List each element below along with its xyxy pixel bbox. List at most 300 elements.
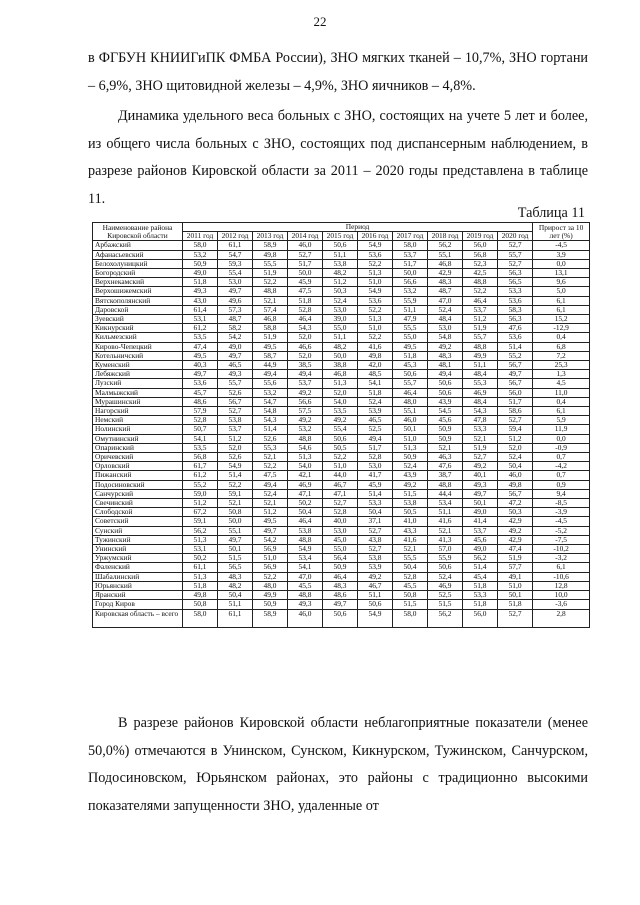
growth-cell: -7,5	[533, 535, 590, 544]
table-row	[93, 388, 590, 397]
value-cell: 51,2	[323, 278, 358, 287]
table-row	[93, 305, 590, 314]
value-cell: 51,2	[183, 499, 218, 508]
value-cell: 56,2	[428, 241, 463, 250]
value-cell: 52,2	[358, 259, 393, 268]
value-cell: 53,3	[358, 499, 393, 508]
header-year: 2018 год	[428, 232, 463, 241]
value-cell: 47,0	[428, 296, 463, 305]
value-cell: 56,5	[498, 278, 533, 287]
header-period: Период	[183, 223, 533, 232]
value-cell: 42,1	[288, 471, 323, 480]
value-cell: 46,9	[428, 581, 463, 590]
value-cell: 50,3	[498, 508, 533, 517]
value-cell: 53,0	[428, 324, 463, 333]
value-cell: 48,3	[218, 572, 253, 581]
value-cell: 55,0	[393, 333, 428, 342]
value-cell: 61,4	[183, 305, 218, 314]
growth-cell: 5,0	[533, 287, 590, 296]
table-row	[93, 453, 590, 462]
value-cell: 51,7	[393, 259, 428, 268]
value-cell: 51,4	[498, 342, 533, 351]
value-cell: 58,9	[253, 241, 288, 250]
value-cell: 53,5	[323, 407, 358, 416]
value-cell: 49,4	[288, 370, 323, 379]
header-year: 2015 год	[323, 232, 358, 241]
value-cell: 53,3	[463, 425, 498, 434]
value-cell: 38,8	[323, 361, 358, 370]
table-row	[93, 517, 590, 526]
value-cell: 42,9	[498, 535, 533, 544]
value-cell: 49,4	[358, 434, 393, 443]
district-name: Мурашинский	[93, 397, 183, 406]
value-cell: 41,0	[393, 517, 428, 526]
value-cell: 58,7	[253, 351, 288, 360]
value-cell: 52,0	[323, 388, 358, 397]
value-cell: 54,3	[288, 324, 323, 333]
table-row	[93, 572, 590, 581]
value-cell: 47,4	[498, 545, 533, 554]
value-cell: 56,7	[498, 361, 533, 370]
value-cell: 49,0	[463, 508, 498, 517]
value-cell: 50,9	[183, 259, 218, 268]
value-cell: 56,3	[498, 315, 533, 324]
value-cell: 48,2	[323, 342, 358, 351]
value-cell: 53,1	[183, 315, 218, 324]
value-cell: 55,7	[393, 379, 428, 388]
value-cell: 56,0	[498, 388, 533, 397]
value-cell: 56,2	[463, 554, 498, 563]
value-cell: 50,4	[218, 591, 253, 600]
value-cell: 51,0	[323, 462, 358, 471]
value-cell: 50,6	[393, 370, 428, 379]
value-cell: 45,7	[183, 388, 218, 397]
value-cell: 51,0	[253, 554, 288, 563]
value-cell: 53,8	[393, 499, 428, 508]
value-cell: 53,2	[183, 250, 218, 259]
header-district: Наименование района Кировской области	[93, 223, 183, 241]
value-cell: 49,1	[498, 572, 533, 581]
value-cell: 50,0	[323, 351, 358, 360]
paragraph-intro: в ФГБУН КНИИГиПК ФМБА России), ЗНО мягких тканей – 10,7%, ЗНО гортани – 6,9%, ЗНО щитовидной железы – 4,9%, ЗНО яичников – 4,8%.	[88, 50, 588, 94]
value-cell: 48,6	[183, 397, 218, 406]
district-name: Советский	[93, 517, 183, 526]
value-cell: 52,2	[253, 572, 288, 581]
value-cell: 51,8	[463, 581, 498, 590]
value-cell: 41,6	[358, 342, 393, 351]
total-cell: 58,0	[393, 609, 428, 627]
value-cell: 41,4	[463, 517, 498, 526]
header-year: 2012 год	[218, 232, 253, 241]
value-cell: 51,0	[358, 278, 393, 287]
value-cell: 52,8	[288, 305, 323, 314]
growth-cell: -10,6	[533, 572, 590, 581]
value-cell: 48,3	[428, 351, 463, 360]
value-cell: 38,5	[288, 361, 323, 370]
value-cell: 53,0	[218, 278, 253, 287]
value-cell: 52,7	[358, 526, 393, 535]
value-cell: 51,5	[428, 600, 463, 609]
growth-cell: 5,9	[533, 416, 590, 425]
value-cell: 45,6	[428, 416, 463, 425]
value-cell: 52,0	[498, 443, 533, 452]
value-cell: 52,1	[428, 443, 463, 452]
district-name: Афанасьевский	[93, 250, 183, 259]
district-name: Шабалинский	[93, 572, 183, 581]
value-cell: 51,4	[463, 563, 498, 572]
value-cell: 48,2	[323, 268, 358, 277]
value-cell: 48,2	[218, 581, 253, 590]
value-cell: 43,9	[393, 471, 428, 480]
table-row	[93, 545, 590, 554]
value-cell: 51,0	[498, 581, 533, 590]
value-cell: 51,9	[253, 268, 288, 277]
value-cell: 54,8	[428, 333, 463, 342]
growth-cell: 0,7	[533, 471, 590, 480]
value-cell: 49,8	[498, 480, 533, 489]
value-cell: 52,1	[393, 545, 428, 554]
value-cell: 49,7	[323, 600, 358, 609]
growth-cell: -4,5	[533, 241, 590, 250]
value-cell: 51,8	[498, 600, 533, 609]
value-cell: 50,8	[393, 591, 428, 600]
value-cell: 42,5	[463, 268, 498, 277]
table-caption: Таблица 11	[517, 205, 585, 221]
value-cell: 53,5	[183, 443, 218, 452]
value-cell: 53,6	[498, 296, 533, 305]
value-cell: 52,5	[428, 591, 463, 600]
value-cell: 51,9	[498, 554, 533, 563]
value-cell: 61,7	[183, 462, 218, 471]
district-name: Тужинский	[93, 535, 183, 544]
table-row	[93, 563, 590, 572]
table-body	[93, 241, 590, 627]
header-year: 2016 год	[358, 232, 393, 241]
value-cell: 49,9	[463, 351, 498, 360]
value-cell: 48,7	[428, 287, 463, 296]
district-name: Верхнекамский	[93, 278, 183, 287]
value-cell: 50,9	[393, 453, 428, 462]
value-cell: 52,4	[323, 296, 358, 305]
table-row	[93, 370, 590, 379]
value-cell: 50,9	[323, 563, 358, 572]
value-cell: 55,3	[463, 379, 498, 388]
value-cell: 49,8	[358, 351, 393, 360]
value-cell: 52,2	[323, 453, 358, 462]
value-cell: 49,7	[463, 489, 498, 498]
value-cell: 50,9	[428, 425, 463, 434]
value-cell: 51,1	[393, 305, 428, 314]
value-cell: 54,6	[288, 443, 323, 452]
table-row	[93, 462, 590, 471]
value-cell: 52,6	[253, 434, 288, 443]
value-cell: 49,2	[288, 416, 323, 425]
value-cell: 53,8	[323, 259, 358, 268]
total-cell: 52,7	[498, 609, 533, 627]
district-name: Куменский	[93, 361, 183, 370]
page-number: 22	[313, 14, 327, 29]
growth-cell: 9,4	[533, 489, 590, 498]
value-cell: 52,2	[358, 305, 393, 314]
value-cell: 55,3	[253, 443, 288, 452]
value-cell: 50,0	[218, 517, 253, 526]
value-cell: 52,1	[253, 499, 288, 508]
value-cell: 48,7	[218, 315, 253, 324]
value-cell: 49,0	[183, 268, 218, 277]
value-cell: 48,8	[253, 287, 288, 296]
value-cell: 56,9	[253, 545, 288, 554]
district-name: Кикнурский	[93, 324, 183, 333]
value-cell: 48,8	[463, 342, 498, 351]
value-cell: 52,0	[288, 351, 323, 360]
value-cell: 49,6	[218, 296, 253, 305]
value-cell: 52,4	[498, 453, 533, 462]
value-cell: 56,4	[323, 554, 358, 563]
value-cell: 54,9	[288, 545, 323, 554]
growth-cell: 10,0	[533, 591, 590, 600]
total-cell: 46,0	[288, 609, 323, 627]
value-cell: 42,9	[498, 517, 533, 526]
growth-cell: 13,1	[533, 268, 590, 277]
total-cell: 61,1	[218, 609, 253, 627]
value-cell: 48,3	[323, 581, 358, 590]
district-name: Оричевский	[93, 453, 183, 462]
total-cell: 58,9	[253, 609, 288, 627]
value-cell: 61,2	[183, 471, 218, 480]
value-cell: 50,6	[428, 563, 463, 572]
value-cell: 47,5	[288, 287, 323, 296]
table-row	[93, 333, 590, 342]
value-cell: 55,1	[428, 250, 463, 259]
value-cell: 46,4	[393, 388, 428, 397]
value-cell: 47,8	[463, 416, 498, 425]
header-year: 2019 год	[463, 232, 498, 241]
growth-cell: 0,7	[533, 453, 590, 462]
value-cell: 45,5	[288, 581, 323, 590]
paragraph-analysis: В разрезе районов Кировской области неблагоприятные показатели (менее 50,0%) отмечаются в Унинском, Сунском, Кикнурском, Тужинском, Санчурском, Подосиновском, Юрьянском районах, это районы с традиционно высокими показателями запущенности ЗНО, удаленные от	[88, 715, 588, 814]
value-cell: 37,1	[358, 517, 393, 526]
table-row	[93, 407, 590, 416]
growth-cell: -0,9	[533, 443, 590, 452]
table-row	[93, 489, 590, 498]
value-cell: 52,0	[218, 443, 253, 452]
value-cell: 50,9	[253, 600, 288, 609]
value-cell: 46,3	[428, 453, 463, 462]
value-cell: 56,6	[393, 278, 428, 287]
value-cell: 50,5	[323, 443, 358, 452]
value-cell: 53,7	[218, 425, 253, 434]
value-cell: 53,1	[183, 545, 218, 554]
value-cell: 50,6	[323, 434, 358, 443]
value-cell: 61,1	[218, 241, 253, 250]
value-cell: 57,5	[288, 407, 323, 416]
value-cell: 53,2	[288, 425, 323, 434]
value-cell: 51,0	[393, 434, 428, 443]
value-cell: 50,8	[218, 508, 253, 517]
table-row	[93, 434, 590, 443]
district-name: Зуевский	[93, 315, 183, 324]
value-cell: 46,0	[498, 471, 533, 480]
value-cell: 48,8	[428, 480, 463, 489]
value-cell: 49,4	[428, 370, 463, 379]
value-cell: 55,1	[393, 407, 428, 416]
value-cell: 47,1	[323, 489, 358, 498]
value-cell: 46,4	[463, 296, 498, 305]
table-row	[93, 397, 590, 406]
value-cell: 50,4	[288, 508, 323, 517]
total-cell: 58,0	[183, 609, 218, 627]
total-label: Кировская область – всего	[93, 609, 183, 627]
value-cell: 53,2	[393, 287, 428, 296]
value-cell: 58,0	[393, 241, 428, 250]
value-cell: 53,9	[358, 407, 393, 416]
table-row	[93, 287, 590, 296]
value-cell: 51,7	[288, 259, 323, 268]
value-cell: 51,3	[358, 315, 393, 324]
value-cell: 52,8	[323, 508, 358, 517]
value-cell: 51,3	[323, 379, 358, 388]
value-cell: 54,1	[288, 563, 323, 572]
value-cell: 49,4	[253, 480, 288, 489]
value-cell: 58,8	[253, 324, 288, 333]
growth-cell: 0,0	[533, 259, 590, 268]
value-cell: 52,7	[498, 241, 533, 250]
value-cell: 51,8	[393, 351, 428, 360]
value-cell: 46,9	[288, 480, 323, 489]
value-cell: 44,9	[253, 361, 288, 370]
value-cell: 53,5	[183, 333, 218, 342]
value-cell: 53,0	[323, 526, 358, 535]
value-cell: 48,4	[463, 370, 498, 379]
value-cell: 53,7	[463, 305, 498, 314]
value-cell: 46,9	[463, 388, 498, 397]
value-cell: 55,9	[428, 554, 463, 563]
value-cell: 55,5	[393, 554, 428, 563]
total-cell: 54,9	[358, 609, 393, 627]
value-cell: 46,5	[358, 416, 393, 425]
district-name: Омутнинский	[93, 434, 183, 443]
district-name: Котельничский	[93, 351, 183, 360]
growth-cell: 9,6	[533, 278, 590, 287]
value-cell: 47,2	[498, 499, 533, 508]
value-cell: 52,6	[218, 388, 253, 397]
value-cell: 40,3	[183, 361, 218, 370]
table-row	[93, 315, 590, 324]
value-cell: 51,8	[183, 278, 218, 287]
value-cell: 46,8	[428, 259, 463, 268]
value-cell: 51,8	[288, 296, 323, 305]
value-cell: 53,7	[288, 379, 323, 388]
value-cell: 40,1	[463, 471, 498, 480]
value-cell: 52,6	[218, 453, 253, 462]
table-row	[93, 324, 590, 333]
value-cell: 48,4	[428, 315, 463, 324]
header-year: 2011 год	[183, 232, 218, 241]
value-cell: 55,2	[183, 480, 218, 489]
district-name: Пижанский	[93, 471, 183, 480]
value-cell: 41,6	[393, 535, 428, 544]
value-cell: 51,3	[358, 268, 393, 277]
value-cell: 48,8	[288, 591, 323, 600]
value-cell: 43,8	[358, 535, 393, 544]
table-row	[93, 379, 590, 388]
value-cell: 56,3	[498, 268, 533, 277]
growth-cell: -3,9	[533, 508, 590, 517]
district-name: Опаринский	[93, 443, 183, 452]
value-cell: 51,8	[183, 581, 218, 590]
table-row	[93, 600, 590, 609]
value-cell: 56,5	[218, 563, 253, 572]
district-name: Город Киров	[93, 600, 183, 609]
value-cell: 53,8	[358, 554, 393, 563]
value-cell: 49,2	[323, 416, 358, 425]
district-name: Яранский	[93, 591, 183, 600]
value-cell: 55,7	[498, 250, 533, 259]
growth-cell: -4,2	[533, 462, 590, 471]
total-cell: 50,6	[323, 609, 358, 627]
value-cell: 51,1	[428, 508, 463, 517]
district-name: Кирово-Чепецкий	[93, 342, 183, 351]
growth-cell: 4,5	[533, 379, 590, 388]
header-year: 2013 год	[253, 232, 288, 241]
value-cell: 50,2	[288, 499, 323, 508]
value-cell: 44,0	[323, 471, 358, 480]
value-cell: 52,8	[358, 453, 393, 462]
growth-cell: 0,0	[533, 434, 590, 443]
table-row	[93, 296, 590, 305]
value-cell: 55,5	[253, 259, 288, 268]
value-cell: 41,6	[428, 517, 463, 526]
value-cell: 51,9	[463, 324, 498, 333]
value-cell: 48,8	[288, 535, 323, 544]
table-row	[93, 351, 590, 360]
value-cell: 50,6	[358, 600, 393, 609]
value-cell: 52,7	[463, 453, 498, 462]
table-row	[93, 259, 590, 268]
value-cell: 49,0	[463, 545, 498, 554]
value-cell: 50,6	[428, 388, 463, 397]
value-cell: 51,7	[498, 397, 533, 406]
value-cell: 50,7	[183, 425, 218, 434]
value-cell: 49,5	[253, 342, 288, 351]
value-cell: 52,2	[463, 287, 498, 296]
value-cell: 56,0	[463, 241, 498, 250]
value-cell: 47,6	[498, 324, 533, 333]
value-cell: 38,7	[428, 471, 463, 480]
value-cell: 52,3	[463, 259, 498, 268]
value-cell: 54,0	[323, 397, 358, 406]
value-cell: 49,2	[498, 526, 533, 535]
value-cell: 53,8	[288, 526, 323, 535]
value-cell: 49,3	[218, 370, 253, 379]
value-cell: 49,5	[253, 517, 288, 526]
table-row	[93, 342, 590, 351]
table-total-row	[93, 609, 590, 627]
table-row	[93, 268, 590, 277]
value-cell: 50,4	[393, 563, 428, 572]
value-cell: 51,2	[218, 434, 253, 443]
value-cell: 51,9	[253, 333, 288, 342]
value-cell: 39,0	[323, 315, 358, 324]
value-cell: 42,9	[428, 268, 463, 277]
value-cell: 55,6	[253, 379, 288, 388]
district-name: Арбажский	[93, 241, 183, 250]
table-row	[93, 581, 590, 590]
value-cell: 51,3	[288, 453, 323, 462]
district-name: Уржумский	[93, 554, 183, 563]
value-cell: 52,1	[253, 296, 288, 305]
value-cell: 51,7	[358, 443, 393, 452]
